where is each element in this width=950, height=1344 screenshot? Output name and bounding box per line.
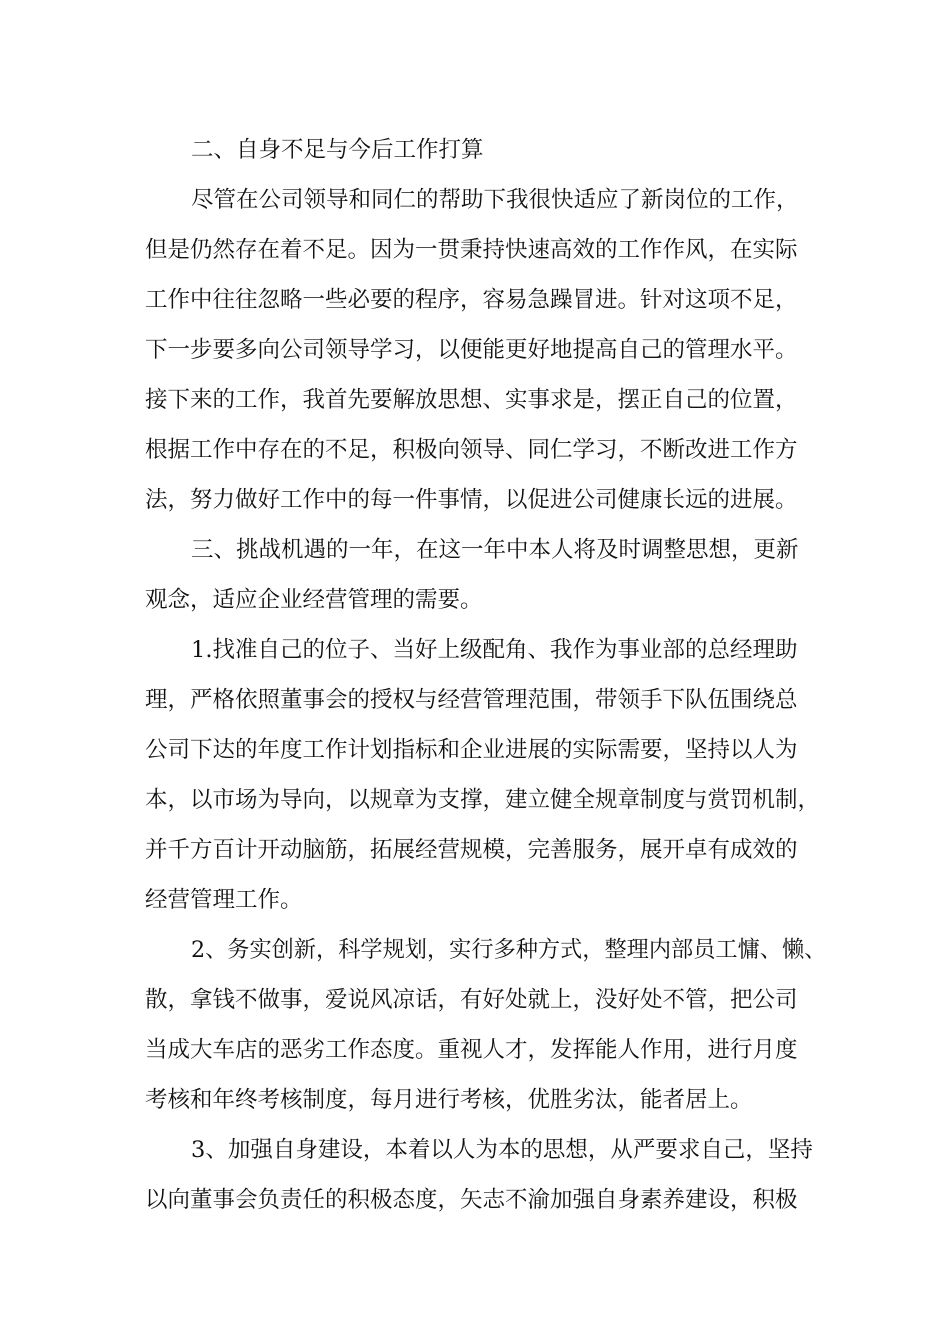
text-line: 根据工作中存在的不足，积极向领导、同仁学习，不断改进工作方 bbox=[145, 437, 798, 463]
text-line: 1.找准自己的位子、当好上级配角、我作为事业部的总经理助 bbox=[191, 637, 798, 663]
paragraph-line bbox=[0, 1180, 950, 1220]
paragraph-line bbox=[0, 780, 950, 820]
paragraph-line bbox=[0, 580, 950, 620]
paragraph-line bbox=[0, 480, 950, 520]
text-line: 考核和年终考核制度，每月进行考核，优胜劣汰，能者居上。 bbox=[145, 1087, 753, 1113]
text-line: 散，拿钱不做事，爱说风凉话，有好处就上，没好处不管，把公司 bbox=[145, 987, 798, 1013]
paragraph-line bbox=[0, 730, 950, 770]
paragraph-line bbox=[0, 1080, 950, 1120]
paragraph-line bbox=[0, 930, 950, 970]
paragraph-line bbox=[0, 430, 950, 470]
text-line: 以向董事会负责任的积极态度，矢志不渝加强自身素养建设，积极 bbox=[145, 1187, 798, 1213]
text-line: 公司下达的年度工作计划指标和企业进展的实际需要，坚持以人为 bbox=[145, 737, 798, 763]
text-line: 下一步要多向公司领导学习，以便能更好地提高自己的管理水平。 bbox=[145, 337, 798, 363]
paragraph-line bbox=[0, 230, 950, 270]
paragraph-line bbox=[0, 980, 950, 1020]
paragraph-line bbox=[0, 1130, 950, 1170]
text-line: 3、加强自身建设，本着以人为本的思想，从严要求自己，坚持 bbox=[191, 1137, 813, 1163]
section-heading bbox=[0, 130, 950, 170]
text-line: 理，严格依照董事会的授权与经营管理范围，带领手下队伍围绕总 bbox=[145, 687, 798, 713]
paragraph-line bbox=[0, 880, 950, 920]
paragraph-line bbox=[0, 1030, 950, 1070]
text-line: 工作中往往忽略一些必要的程序，容易急躁冒进。针对这项不足， bbox=[145, 287, 798, 313]
paragraph-line bbox=[0, 380, 950, 420]
text-line: 观念，适应企业经营管理的需要。 bbox=[145, 587, 483, 613]
section-heading bbox=[0, 530, 950, 570]
text-line: 2、务实创新，科学规划，实行多种方式，整理内部员工慵、懒、 bbox=[191, 937, 827, 963]
text-line: 接下来的工作，我首先要解放思想、实事求是，摆正自己的位置， bbox=[145, 387, 798, 413]
text-line: 但是仍然存在着不足。因为一贯秉持快速高效的工作作风，在实际 bbox=[145, 237, 798, 263]
text-line: 法，努力做好工作中的每一件事情，以促进公司健康长远的进展。 bbox=[145, 487, 798, 513]
text-line: 经营管理工作。 bbox=[145, 887, 303, 913]
text-line: 尽管在公司领导和同仁的帮助下我很快适应了新岗位的工作， bbox=[191, 187, 799, 213]
paragraph-line bbox=[0, 280, 950, 320]
paragraph-line bbox=[0, 630, 950, 670]
paragraph-line bbox=[0, 830, 950, 870]
paragraph-line bbox=[0, 330, 950, 370]
text-line: 本，以市场为导向，以规章为支撑，建立健全规章制度与赏罚机制， bbox=[145, 787, 821, 813]
paragraph-line bbox=[0, 680, 950, 720]
text-line: 当成大车店的恶劣工作态度。重视人才，发挥能人作用，进行月度 bbox=[145, 1037, 798, 1063]
paragraph-line bbox=[0, 180, 950, 220]
text-line: 二、自身不足与今后工作打算 bbox=[191, 137, 484, 163]
text-line: 三、挑战机遇的一年，在这一年中本人将及时调整思想，更新 bbox=[191, 537, 799, 563]
text-line: 并千方百计开动脑筋，拓展经营规模，完善服务，展开卓有成效的 bbox=[145, 837, 798, 863]
